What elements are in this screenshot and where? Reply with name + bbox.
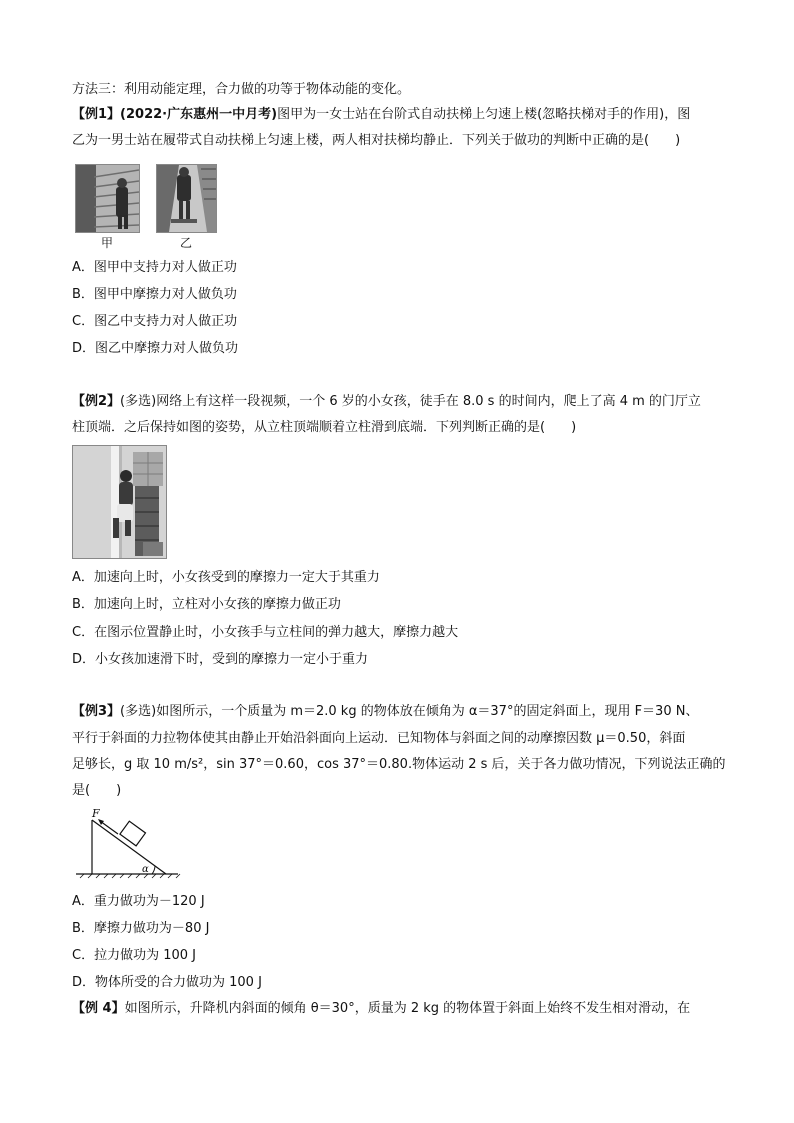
example-3-option-b: B．摩擦力做功为－80 J <box>72 921 210 936</box>
block <box>120 821 146 846</box>
girl-on-pillar-image <box>73 446 166 558</box>
caption-yi: 乙 <box>180 236 193 250</box>
angle-arc <box>152 866 155 874</box>
example-2-tag: 【例2】 <box>72 394 121 409</box>
example-2-option-b: B．加速向上时，立柱对小女孩的摩擦力做正功 <box>72 597 341 612</box>
force-label: F <box>92 807 100 820</box>
example-2-option-c: C．在图示位置静止时，小女孩手与立柱间的弹力越大，摩擦力越大 <box>72 625 459 640</box>
example-4-tag: 【例 4】 <box>72 1001 125 1016</box>
intro-line: 方法三：利用动能定理，合力做的功等于物体动能的变化。 <box>72 82 411 97</box>
example-1-text-1: 图甲为一女士站在台阶式自动扶梯上匀速上楼(忽略扶梯对手的作用)，图 <box>277 107 691 122</box>
example-3-line-4: 是( ) <box>72 783 122 798</box>
example-4-text-1: 如图所示，升降机内斜面的倾角 θ＝30°，质量为 2 kg 的物体置于斜面上始终不发生相对滑动，在 <box>124 1001 691 1016</box>
example-2-line-1 <box>72 393 701 411</box>
incline-diagram <box>72 804 182 880</box>
photo-staircase-escalator <box>75 164 140 233</box>
example-3-option-d: D．物体所受的合力做功为 100 J <box>72 975 262 990</box>
example-3-text-1: (多选)如图所示，一个质量为 m＝2.0 kg 的物体放在倾角为 α＝37°的固定斜面上，现用 F＝30 N、 <box>120 704 699 719</box>
example-3-line-3: 足够长，g 取 10 m/s²，sin 37°＝0.60，cos 37°＝0.80.物体运动 2 s 后，关于各力做功情况，下列说法正确的 <box>72 757 726 772</box>
example-3-line-1 <box>72 703 698 721</box>
example-1-option-d: D．图乙中摩擦力对人做负功 <box>72 341 239 356</box>
example-3-tag: 【例3】 <box>72 704 121 719</box>
photo-belt-escalator <box>156 164 217 233</box>
example-2-line-2: 柱顶端．之后保持如图的姿势，从立柱顶端顺着立柱滑到底端．下列判断正确的是( ) <box>72 420 577 435</box>
staircase-escalator-image <box>76 165 139 232</box>
example-1-source: (2022·广东惠州一中月考) <box>120 107 278 122</box>
example-1-line-2: 乙为一男士站在履带式自动扶梯上匀速上楼，两人相对扶梯均静止．下列关于做功的判断中正确的是( ) <box>72 133 681 148</box>
example-1-tag: 【例1】 <box>72 107 121 122</box>
belt-escalator-image <box>157 165 216 232</box>
example-3-option-a: A．重力做功为－120 J <box>72 894 205 909</box>
example-3-line-2: 平行于斜面的力拉物体使其由静止开始沿斜面向上运动．已知物体与斜面之间的动摩擦因数 μ＝0.50，斜面 <box>72 731 686 746</box>
example-1-option-a: A．图甲中支持力对人做正功 <box>72 260 237 275</box>
photo-girl-on-pillar <box>72 445 167 559</box>
example-1-option-b: B．图甲中摩擦力对人做负功 <box>72 287 237 302</box>
example-2-option-d: D．小女孩加速滑下时，受到的摩擦力一定小于重力 <box>72 652 369 667</box>
angle-label: α <box>142 864 149 875</box>
example-1-option-c: C．图乙中支持力对人做正功 <box>72 314 238 329</box>
example-2-option-a: A．加速向上时，小女孩受到的摩擦力一定大于其重力 <box>72 570 380 585</box>
example-3-option-c: C．拉力做功为 100 J <box>72 948 196 963</box>
example-2-text-1: (多选)网络上有这样一段视频，一个 6 岁的小女孩，徒手在 8.0 s 的时间内，爬上了高 4 m 的门厅立 <box>120 394 701 409</box>
example-4-line-1 <box>72 1000 690 1018</box>
caption-jia: 甲 <box>101 236 114 250</box>
example-1-line-1 <box>72 106 690 124</box>
